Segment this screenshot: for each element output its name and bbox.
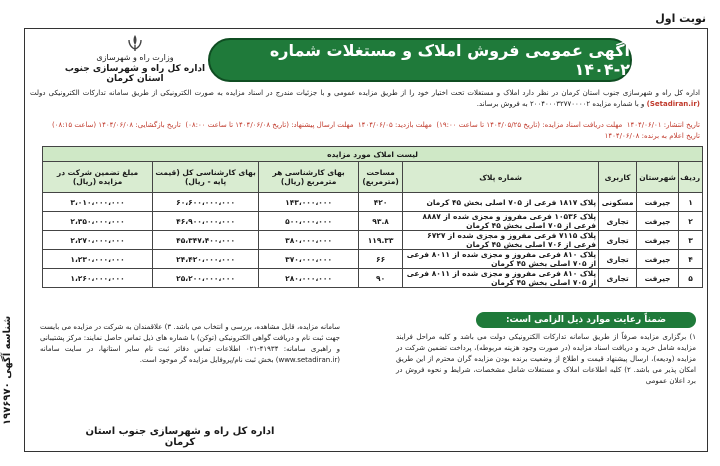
col-header: شهرستان xyxy=(637,162,679,193)
table-cell: ۲۵،۲۰۰،۰۰۰،۰۰۰ xyxy=(153,269,259,288)
table-cell: ۳ xyxy=(679,231,703,250)
table-cell: ۲۴،۴۲۰،۰۰۰،۰۰۰ xyxy=(153,250,259,269)
table-title: لیست املاک مورد مزایده xyxy=(43,147,703,162)
dates-block xyxy=(30,120,700,142)
ministry-name: وزارت راه و شهرسازی xyxy=(96,53,174,62)
table-cell: ۹۳.۸ xyxy=(359,212,403,231)
org-name: اداره کل راه و شهرسازی جنوب استان کرمان xyxy=(64,64,206,84)
table-row xyxy=(43,269,703,288)
org-block xyxy=(50,34,220,86)
table-cell: پلاک ۸۱۰ فرعی مفروز و مجزی شده از ۸۰۱۱ فرعی از ۷۰۵ اصلی بخش ۴۵ کرمان xyxy=(403,250,599,269)
table-cell: پلاک ۸۱۰ فرعی مفروز و مجزی شده از ۸۰۱۱ فرعی از ۷۰۵ اصلی بخش ۴۵ کرمان xyxy=(403,269,599,288)
col-header: کاربری xyxy=(599,162,637,193)
table-row xyxy=(43,231,703,250)
intro-site-link[interactable]: (Setadiran.ir) xyxy=(646,100,700,108)
table-cell: تجاری xyxy=(599,231,637,250)
table-cell: ۵۰۰،۰۰۰،۰۰۰ xyxy=(259,212,359,231)
col-header: شماره پلاک xyxy=(403,162,599,193)
table-cell: تجاری xyxy=(599,250,637,269)
table-cell: ۱،۲۶۰،۰۰۰،۰۰۰ xyxy=(43,269,153,288)
header xyxy=(30,34,702,86)
col-header: بهای کارشناسی هر مترمربع (ریال) xyxy=(259,162,359,193)
table-cell: جیرفت xyxy=(637,193,679,212)
rules-banner: ضمناً رعایت موارد ذیل الزامی است: xyxy=(476,312,696,328)
rules-right-column: ۱) برگزاری مزایده صرفاً از طریق سامانه تدارکات الکترونیکی دولت می باشد و کلیه مراحل فرایند مزایده شامل خرید و دریافت اسناد مزایده (در صورت وجود هزینه مربوطه)، پرداخت تضمین شرکت در مزایده (ودیعه)، ارسال پیشنهاد قیمت و اطلاع از وضعیت برنده بودن مزایده گران محترم از این طریق امکان پذیر می باشد. ۲) کلیه اطلاعات املاک و مستغلات شامل مشخصات، شرایط و نحوه فروش در برد اعلان عمومی xyxy=(396,333,696,385)
table-cell: جیرفت xyxy=(637,231,679,250)
table-cell: ۳،۰۱۰،۰۰۰،۰۰۰ xyxy=(43,193,153,212)
intro-text-end: و با شماره مزایده ۲۰۰۴۰۰۰۳۲۷۷۰۰۰۰۲ به فروش برساند. xyxy=(476,100,645,108)
table-cell: ۳۸۰،۰۰۰،۰۰۰ xyxy=(259,231,359,250)
table-cell: ۲ xyxy=(679,212,703,231)
table-cell: پلاک ۱۰۵۳۶ فرعی مفروز و مجزی شده از ۸۸۸۷ فرعی از ۷۰۵ اصلی بخش ۴۵ کرمان xyxy=(403,212,599,231)
table-cell: ۴۶،۹۰۰،۰۰۰،۰۰۰ xyxy=(153,212,259,231)
table-row xyxy=(43,212,703,231)
publish-date: تاریخ انتشار: ۱۴۰۴/۰۶/۰۱ xyxy=(626,121,700,129)
table-row xyxy=(43,250,703,269)
table-cell: ۱،۲۳۰،۰۰۰،۰۰۰ xyxy=(43,250,153,269)
table-cell: ۴۲۰ xyxy=(359,193,403,212)
table-cell: ۲،۲۷۰،۰۰۰،۰۰۰ xyxy=(43,231,153,250)
iran-emblem-icon xyxy=(125,34,145,52)
table-cell: جیرفت xyxy=(637,212,679,231)
table-cell: ۳۷۰،۰۰۰،۰۰۰ xyxy=(259,250,359,269)
col-header: مساحت (مترمربع) xyxy=(359,162,403,193)
offer-deadline: مهلت ارسال پیشنهاد: (تاریخ ۱۴۰۴/۰۶/۰۸ تا ساعت ۰۸:۰۰) xyxy=(185,121,354,129)
visit-deadline: مهلت بازدید: ۱۴۰۴/۰۶/۰۵ xyxy=(357,121,432,129)
table-cell: جیرفت xyxy=(637,269,679,288)
col-header: بهای کارشناسی کل (قیمت پایه - ریال) xyxy=(153,162,259,193)
col-header: ردیف xyxy=(679,162,703,193)
announce-date: تاریخ اعلام به برنده: ۱۴۰۴/۰۶/۰۸ xyxy=(604,132,700,140)
property-table xyxy=(42,146,703,288)
page-title: آگهی عمومی فروش املاک و مستغلات شماره ۲-۱۴۰۴ xyxy=(208,38,632,82)
table-cell: ۴۵،۳۴۷،۴۰۰،۰۰۰ xyxy=(153,231,259,250)
table-cell: مسکونی xyxy=(599,193,637,212)
table-cell: پلاک ۱۸۱۷ فرعی از ۷۰۵ اصلی بخش ۴۵ کرمان xyxy=(403,193,599,212)
table-cell: ۹۰ xyxy=(359,269,403,288)
table-cell: ۲،۳۵۰،۰۰۰،۰۰۰ xyxy=(43,212,153,231)
ad-id-sidebar: شناسه آگهی ۱۹۷۶۹۷۰ xyxy=(2,315,13,425)
table-cell: تجاری xyxy=(599,269,637,288)
intro-text: اداره کل راه و شهرسازی جنوب استان کرمان در نظر دارد املاک و مستغلات تحت اختیار خود را از طریق مزایده عمومی و با جزئیات مندرج در اسناد مزایده به صورت الکترونیکی از طریق سامانه تدارکات الکترونیکی دولت xyxy=(30,89,700,97)
round-label: نوبت اول xyxy=(655,12,706,25)
table-cell: جیرفت xyxy=(637,250,679,269)
table-cell: ۶۰،۶۰۰،۰۰۰،۰۰۰ xyxy=(153,193,259,212)
table-cell: تجاری xyxy=(599,212,637,231)
table-cell: ۵ xyxy=(679,269,703,288)
table-cell: ۶۶ xyxy=(359,250,403,269)
table-cell: پلاک ۷۱۱۵ فرعی مفروز و مجزی شده از ۶۷۲۷ فرعی از ۷۰۶ اصلی بخش ۴۵ کرمان xyxy=(403,231,599,250)
rules-left-column: سامانه مزایده، قابل مشاهده، بررسی و انتخاب می باشد. ۳) علاقمندان به شرکت در مزایده می بایست جهت ثبت نام و دریافت گواهی الکترونیکی (توکن) با شماره های ذیل تماس حاصل نمایند: مرکز پشتیبانی و راهبری سامانه: ۴۱۹۳۴-۰۲۱ اطلاعات تماس دفاتر ثبت نام سایر استانها، در سایت سامانه (www.setadiran.ir) بخش ثبت نام/پروفایل مزایده گر موجود است. xyxy=(40,323,341,364)
table-header-row xyxy=(43,162,703,193)
footer-org-name: اداره کل راه و شهرسازی جنوب استان کرمان xyxy=(85,426,275,448)
table-cell: ۲۸۰،۰۰۰،۰۰۰ xyxy=(259,269,359,288)
table-cell: ۱۴۳،۰۰۰،۰۰۰ xyxy=(259,193,359,212)
opening-date: تاریخ بازگشایی: ۱۴۰۴/۰۶/۰۸ (ساعت ۰۸:۱۵) xyxy=(52,121,181,129)
table-cell: ۱ xyxy=(679,193,703,212)
docs-deadline: مهلت دریافت اسناد مزایده: (تاریخ ۱۴۰۴/۰۵/۲۵ تا ساعت ۱۹:۰۰) xyxy=(436,121,623,129)
table-row xyxy=(43,193,703,212)
table-cell: ۱۱۹.۳۳ xyxy=(359,231,403,250)
col-header: مبلغ تضمین شرکت در مزایده (ریال) xyxy=(43,162,153,193)
table-cell: ۴ xyxy=(679,250,703,269)
